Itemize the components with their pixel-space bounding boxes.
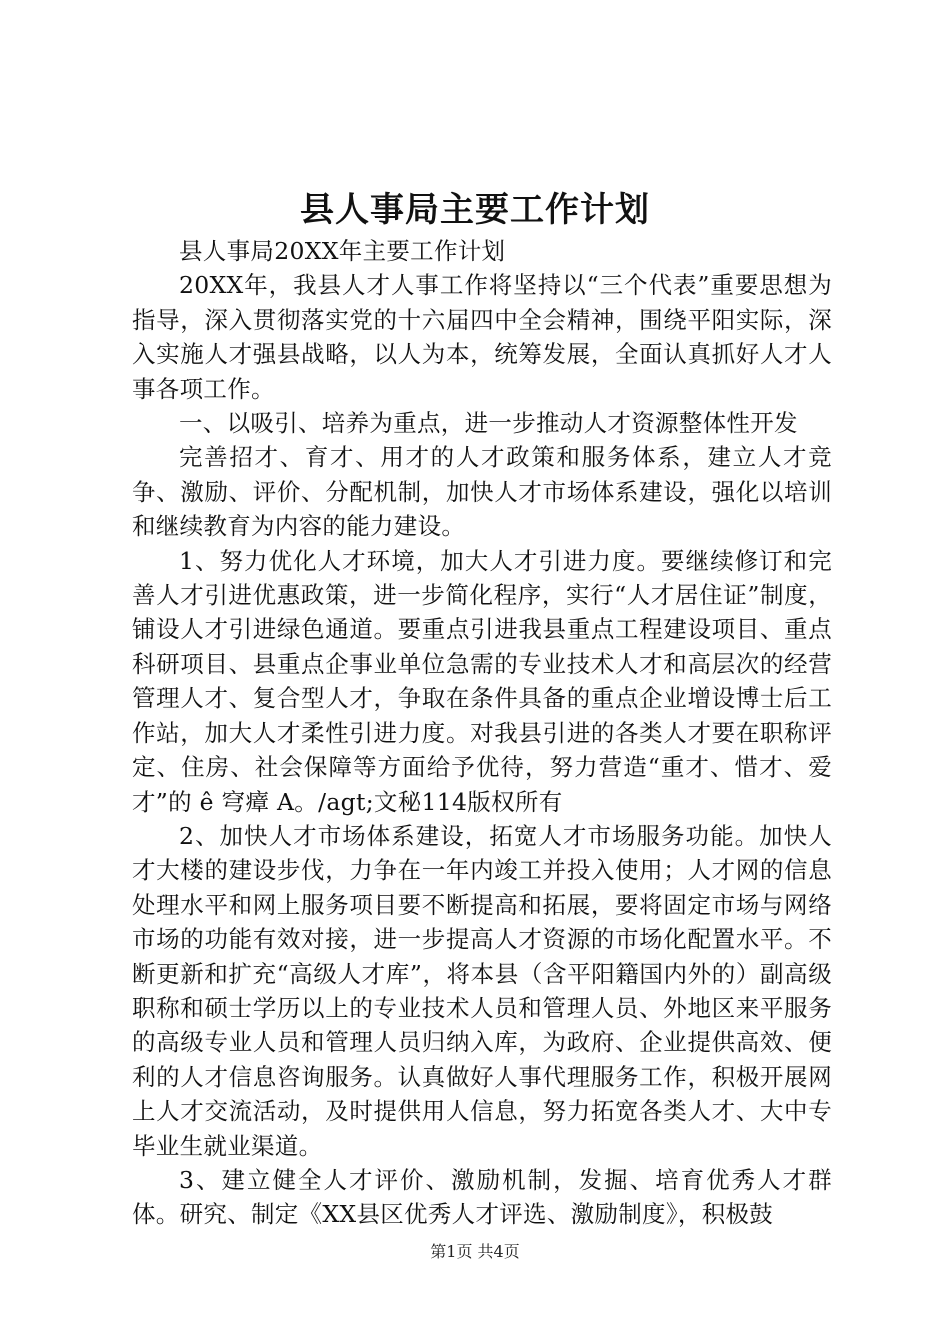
document-body	[132, 234, 832, 1232]
document-title: 县人事局主要工作计划	[300, 190, 650, 230]
paragraph-item-1: 1、努力优化人才环境，加大人才引进力度。要继续修订和完善人才引进优惠政策，进一步简化程序，实行“人才居住证”制度，铺设人才引进绿色通道。要重点引进我县重点工程建设项目、重点科研项目、县重点企事业单位急需的专业技术人才和高层次的经营管理人才、复合型人才，争取在条件具备的重点企业增设博士后工作站，加大人才柔性引进力度。对我县引进的各类人才要在职称评定、住房、社会保障等方面给予优待，努力营造“重才、惜才、爱才”的 ê 穹瘴 A。/agt;文秘114版权所有	[132, 546, 832, 816]
paragraph-item-3: 3、建立健全人才评价、激励机制，发掘、培育优秀人才群体。研究、制定《XX县区优秀人才评选、激励制度》，积极鼓	[132, 1165, 832, 1229]
paragraph-item-2: 2、加快人才市场体系建设，拓宽人才市场服务功能。加快人才大楼的建设步伐，力争在一年内竣工并投入使用；人才网的信息处理水平和网上服务项目要不断提高和拓展，要将固定市场与网络市场的功能有效对接，进一步提高人才资源的市场化配置水平。不断更新和扩充“高级人才库”，将本县（含平阳籍国内外的）副高级职称和硕士学历以上的专业技术人员和管理人员、外地区来平服务的高级专业人员和管理人员归纳入库，为政府、企业提供高效、便利的人才信息咨询服务。认真做好人事代理服务工作，积极开展网上人才交流活动，及时提供用人信息，努力拓宽各类人才、大中专毕业生就业渠道。	[132, 821, 832, 1160]
paragraph-intro: 20XX年，我县人才人事工作将坚持以“三个代表”重要思想为指导，深入贯彻落实党的十六届四中全会精神，围绕平阳实际，深入实施人才强县战略，以人为本，统筹发展，全面认真抓好人才人事各项工作。	[132, 271, 832, 403]
section-heading: 一、以吸引、培养为重点，进一步推动人才资源整体性开发	[179, 409, 798, 438]
paragraph-section-summary: 完善招才、育才、用才的人才政策和服务体系，建立人才竞争、激励、评价、分配机制，加快人才市场体系建设，强化以培训和继续教育为内容的能力建设。	[132, 443, 832, 541]
page-number-footer: 第1页 共4页	[430, 1242, 520, 1261]
paragraph-subtitle: 县人事局20XX年主要工作计划	[179, 237, 506, 265]
